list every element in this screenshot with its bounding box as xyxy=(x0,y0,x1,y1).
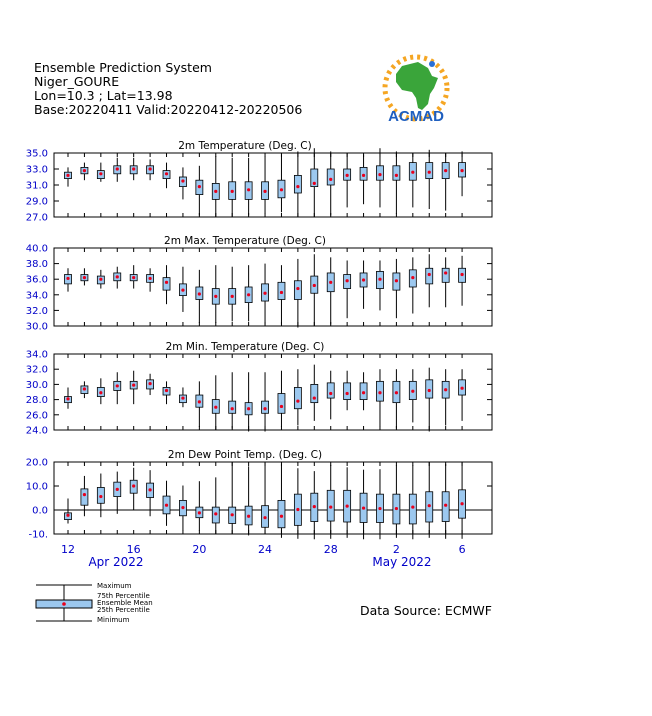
mean-point xyxy=(149,167,152,170)
mean-point xyxy=(362,391,365,394)
mean-point xyxy=(83,276,86,279)
mean-point xyxy=(428,504,431,507)
mean-point xyxy=(296,287,299,290)
mean-point xyxy=(378,507,381,510)
mean-point xyxy=(329,281,332,284)
mean-point xyxy=(198,185,201,188)
panel-title: 2m Max. Temperature (Deg. C) xyxy=(164,235,326,247)
box xyxy=(327,169,334,185)
mean-point xyxy=(444,388,447,391)
mean-point xyxy=(346,392,349,395)
y-tick-label: 31.0 xyxy=(25,180,48,192)
y-tick-label: 34.0 xyxy=(25,290,48,302)
mean-point xyxy=(378,173,381,176)
y-tick-label: 29.0 xyxy=(25,196,48,208)
mean-point xyxy=(247,515,250,518)
forecast-dates: Base:20220411 Valid:20220412-20220506 xyxy=(34,102,303,117)
mean-point xyxy=(428,171,431,174)
mean-point xyxy=(198,400,201,403)
y-tick-label: 24.0 xyxy=(25,425,48,437)
mean-point xyxy=(378,391,381,394)
mean-point xyxy=(66,514,69,517)
x-tick-label: 12 xyxy=(61,543,75,556)
box xyxy=(442,268,449,282)
mean-point xyxy=(214,512,217,515)
y-tick-label: -10. xyxy=(28,529,48,541)
mean-point xyxy=(411,171,414,174)
mean-point xyxy=(346,505,349,508)
mean-point xyxy=(362,278,365,281)
x-month-label: May 2022 xyxy=(372,555,432,569)
mean-point xyxy=(83,493,86,496)
mean-point xyxy=(247,188,250,191)
mean-point xyxy=(395,391,398,394)
box xyxy=(376,166,383,180)
y-tick-label: 32.0 xyxy=(25,305,48,317)
y-tick-label: 40.0 xyxy=(25,243,48,255)
mean-point xyxy=(132,384,135,387)
legend-25th-percentile: 25th Percentile xyxy=(97,606,150,614)
legend-maximum: Maximum xyxy=(97,582,132,590)
mean-point xyxy=(378,278,381,281)
mean-point xyxy=(231,513,234,516)
mean-point xyxy=(362,506,365,509)
mean-point xyxy=(165,281,168,284)
data-source: Data Source: ECMWF xyxy=(360,603,492,618)
mean-point xyxy=(181,179,184,182)
legend-mean-dot xyxy=(62,602,66,606)
mean-point xyxy=(132,484,135,487)
station-coordinates: Lon=10.3 ; Lat=13.98 xyxy=(34,88,173,103)
mean-point xyxy=(362,174,365,177)
y-tick-label: 27.0 xyxy=(25,212,48,224)
mean-point xyxy=(280,405,283,408)
y-tick-label: 26.0 xyxy=(25,410,48,422)
mean-point xyxy=(99,278,102,281)
mean-point xyxy=(280,188,283,191)
mean-point xyxy=(149,277,152,280)
mean-point xyxy=(116,167,119,170)
mean-point xyxy=(444,271,447,274)
logo-text: ACMAD xyxy=(388,108,444,125)
mean-point xyxy=(346,174,349,177)
mean-point xyxy=(116,275,119,278)
y-tick-label: 10.0 xyxy=(25,481,48,493)
legend-ensemble-mean: Ensemble Mean xyxy=(97,599,153,607)
mean-point xyxy=(66,174,69,177)
mean-point xyxy=(66,397,69,400)
x-tick-label: 2 xyxy=(392,543,400,556)
box xyxy=(344,383,351,400)
panel-title: 2m Dew Point Temp. (Deg. C) xyxy=(167,449,323,461)
box xyxy=(311,384,318,402)
mean-point xyxy=(116,384,119,387)
mean-point xyxy=(460,387,463,390)
mean-point xyxy=(116,488,119,491)
box xyxy=(294,175,301,193)
mean-point xyxy=(460,502,463,505)
x-tick-label: 24 xyxy=(258,543,273,556)
x-tick-label: 16 xyxy=(126,543,141,556)
box xyxy=(278,394,285,414)
y-tick-label: 33.0 xyxy=(25,164,48,176)
mean-point xyxy=(198,292,201,295)
mean-point xyxy=(329,178,332,181)
mean-point xyxy=(460,169,463,172)
x-tick-label: 6 xyxy=(458,543,466,556)
mean-point xyxy=(460,273,463,276)
panel-title: 2m Min. Temperature (Deg. C) xyxy=(165,341,325,353)
mean-point xyxy=(214,295,217,298)
mean-point xyxy=(198,511,201,514)
mean-point xyxy=(280,515,283,518)
mean-point xyxy=(313,396,316,399)
mean-point xyxy=(428,273,431,276)
y-tick-label: 28.0 xyxy=(25,395,48,407)
y-tick-label: 32.0 xyxy=(25,364,48,376)
panel-frame xyxy=(54,248,492,326)
box xyxy=(393,166,400,180)
mean-point xyxy=(165,172,168,175)
y-tick-label: 30.0 xyxy=(25,379,48,391)
mean-point xyxy=(411,276,414,279)
mean-point xyxy=(231,190,234,193)
mean-point xyxy=(280,291,283,294)
x-month-label: Apr 2022 xyxy=(88,555,144,569)
legend-75th-percentile: 75th Percentile xyxy=(97,592,150,600)
mean-point xyxy=(149,382,152,385)
mean-point xyxy=(263,407,266,410)
y-tick-label: 36.0 xyxy=(25,274,48,286)
mean-point xyxy=(411,506,414,509)
chart-title: Ensemble Prediction System xyxy=(34,60,212,75)
mean-point xyxy=(214,190,217,193)
mean-point xyxy=(132,276,135,279)
x-tick-label: 20 xyxy=(192,543,207,556)
panel-title: 2m Temperature (Deg. C) xyxy=(178,140,312,152)
station-name: Niger_GOURE xyxy=(34,74,120,89)
box xyxy=(409,494,416,524)
mean-point xyxy=(346,279,349,282)
mean-point xyxy=(99,172,102,175)
x-tick-label: 28 xyxy=(323,543,338,556)
mean-point xyxy=(181,506,184,509)
mean-point xyxy=(395,279,398,282)
mean-point xyxy=(428,389,431,392)
y-tick-label: 30.0 xyxy=(25,321,48,333)
mean-point xyxy=(99,495,102,498)
mean-point xyxy=(329,506,332,509)
mean-point xyxy=(165,389,168,392)
mean-point xyxy=(444,504,447,507)
y-tick-label: 34.0 xyxy=(25,349,48,361)
mean-point xyxy=(231,295,234,298)
mean-point xyxy=(83,387,86,390)
mean-point xyxy=(231,407,234,410)
box xyxy=(278,500,285,527)
mean-point xyxy=(247,293,250,296)
mean-point xyxy=(296,185,299,188)
mean-point xyxy=(83,169,86,172)
mean-point xyxy=(247,407,250,410)
mean-point xyxy=(296,400,299,403)
legend-minimum: Minimum xyxy=(97,616,130,624)
mean-point xyxy=(444,169,447,172)
mean-point xyxy=(411,390,414,393)
mean-point xyxy=(181,289,184,292)
mean-point xyxy=(313,182,316,185)
mean-point xyxy=(263,190,266,193)
mean-point xyxy=(165,504,168,507)
mean-point xyxy=(395,507,398,510)
mean-point xyxy=(395,174,398,177)
y-tick-label: 35.0 xyxy=(25,148,48,160)
mean-point xyxy=(181,396,184,399)
box xyxy=(81,489,88,505)
y-tick-label: 0.0 xyxy=(32,505,48,517)
mean-point xyxy=(132,167,135,170)
mean-point xyxy=(313,505,316,508)
box xyxy=(327,383,334,398)
mean-point xyxy=(99,391,102,394)
mean-point xyxy=(214,406,217,409)
mean-point xyxy=(66,277,69,280)
y-tick-label: 20.0 xyxy=(25,457,48,469)
mean-point xyxy=(329,392,332,395)
mean-point xyxy=(313,284,316,287)
mean-point xyxy=(149,488,152,491)
mean-point xyxy=(263,516,266,519)
box xyxy=(294,387,301,408)
box xyxy=(360,167,367,180)
mean-point xyxy=(296,508,299,511)
y-tick-label: 38.0 xyxy=(25,259,48,271)
mean-point xyxy=(263,292,266,295)
